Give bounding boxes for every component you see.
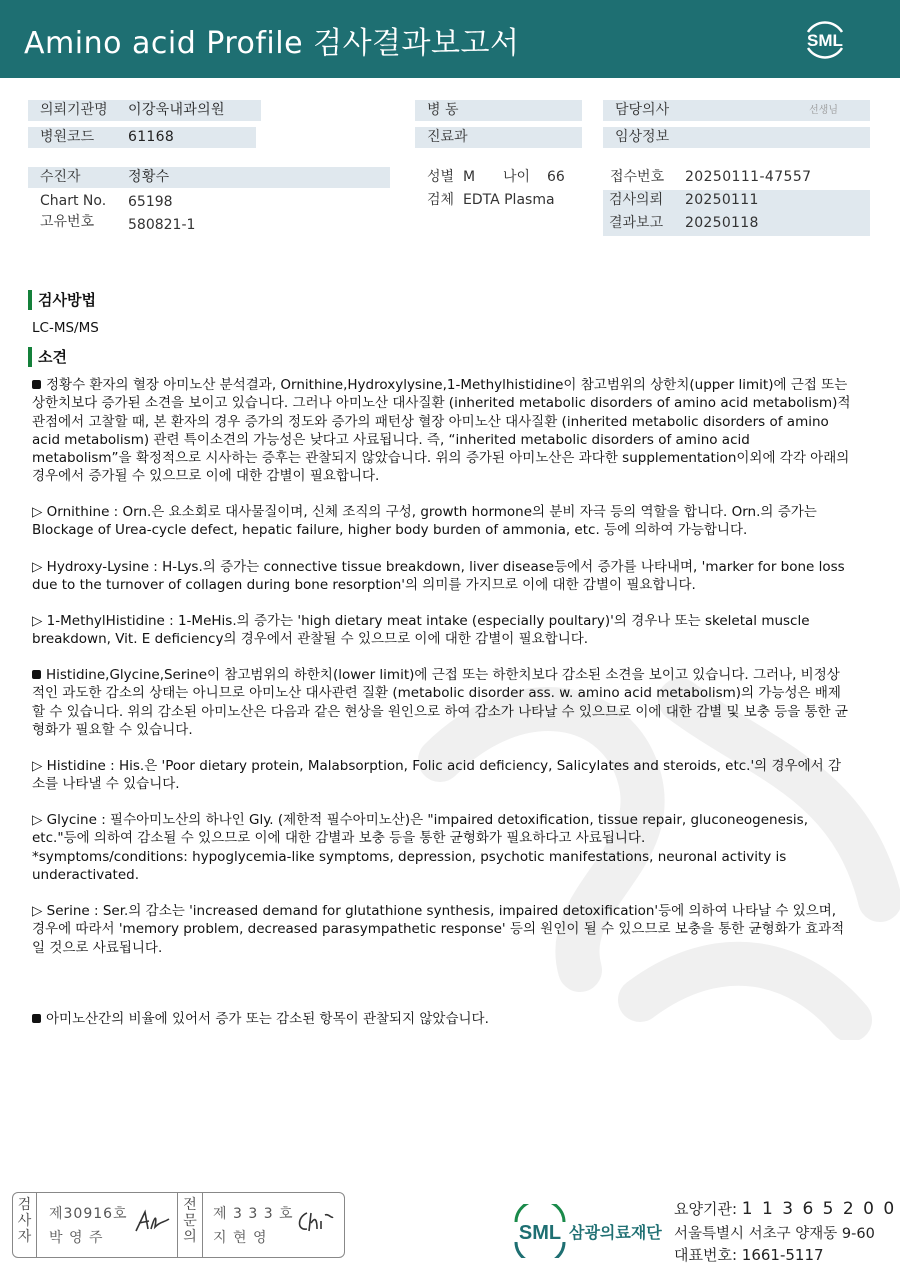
patient-field — [28, 167, 390, 188]
reception-no-value: 20250111-47557 — [685, 169, 812, 185]
finding-paragraph-1 — [32, 376, 852, 486]
finding-histidine: ▷ Histidine : His.은 'Poor dietary protein, Malabsorption, Folic acid deficiency, Salicylates and steroids, etc.'의 경우에서 감소를 나타낼 수 있습니다. — [32, 758, 842, 793]
chart-no-value: 65198 — [128, 194, 173, 210]
reception-no-label: 접수번호 — [610, 169, 665, 185]
hospital-code-value: 61168 — [128, 129, 175, 145]
clinical-info-label: 임상정보 — [615, 129, 670, 145]
hospital-code-label: 병원코드 — [40, 129, 95, 145]
chart-no-label: Chart No. — [40, 193, 107, 209]
report-date-value: 20250118 — [685, 215, 759, 231]
specialist-license: 제 3 3 3 호 — [213, 1206, 294, 1222]
specimen-label: 검체 — [427, 192, 455, 208]
age-label: 나이 — [503, 169, 531, 185]
method-value: LC-MS/MS — [32, 320, 99, 336]
finding-paragraph-2 — [32, 666, 852, 739]
specialist-name: 지 현 영 — [213, 1230, 268, 1246]
unique-id-value: 580821-1 — [128, 217, 196, 233]
report-title: Amino acid Profile 검사결과보고서 — [24, 26, 520, 61]
hospital-value: 이강욱내과의원 — [128, 102, 225, 118]
sex-value: M — [463, 169, 476, 185]
report-header — [0, 0, 900, 78]
specialist-signature-icon — [295, 1209, 335, 1235]
specimen-value: EDTA Plasma — [463, 192, 555, 208]
hospital-label: 의뢰기관명 — [40, 102, 108, 118]
doctor-field — [603, 100, 870, 121]
address: 서울특별시 서초구 양재동 9-60 — [674, 1226, 875, 1242]
glycine-symptoms: *symptoms/conditions: hypoglycemia-like symptoms, depression, psychotic manifestations, neuronal activity is underactivated. — [32, 848, 787, 883]
doctor-suffix: 선생님 — [809, 105, 838, 116]
unique-id-label: 고유번호 — [40, 214, 95, 230]
inspector-name: 박 영 주 — [49, 1230, 104, 1246]
phone-label: 대표번호: — [674, 1246, 738, 1264]
logo-text: SML — [807, 31, 843, 50]
request-report-field — [603, 190, 870, 236]
hospital-field — [28, 100, 261, 121]
org-name: 삼광의료재단 — [569, 1223, 662, 1242]
report-date-label: 결과보고 — [609, 215, 664, 231]
doctor-label: 담당의사 — [615, 102, 670, 118]
finding-text: 아미노산간의 비율에 있어서 증가 또는 감소된 항목이 관찰되지 않았습니다. — [46, 1011, 489, 1027]
hospital-code-field — [28, 127, 256, 148]
department-field — [415, 127, 582, 148]
institution-label: 요양기관: — [674, 1200, 738, 1218]
inspector-license: 제30916호 — [49, 1206, 128, 1222]
patient-name: 정황수 — [128, 169, 170, 185]
bullet-icon — [32, 1014, 41, 1023]
bullet-icon — [32, 380, 41, 389]
finding-methylhistidine: ▷ 1-MethylHistidine : 1-MeHis.의 증가는 'high dietary meat intake (especially poultary)'의 경우나 또는 skeletal muscle breakdown, Vit. E deficiency의 경우에서 관찰될 수 있으므로 이에 대한 감별이 필요합니다. — [32, 613, 810, 648]
sex-label: 성별 — [427, 169, 455, 185]
method-heading: 검사방법 — [28, 290, 96, 310]
patient-label: 수진자 — [40, 169, 81, 185]
inspector-signature-icon — [133, 1209, 173, 1235]
footer-logo-text: SML — [518, 1222, 562, 1244]
institution-no — [674, 1198, 896, 1219]
ward-field — [415, 100, 582, 121]
finding-ratio — [32, 1010, 852, 1028]
bullet-icon — [32, 670, 41, 679]
clinical-info-field — [603, 127, 870, 148]
finding-serine: ▷ Serine : Ser.의 감소는 'increased demand for glutathione synthesis, impaired detoxification'등에 의하여 나타날 수 있으며, 경우에 따라서 'memory problem, decreased parasympathetic response' 등의 원인이 될 수 있으므로 보충을 통한 균형화가 효과적일 것으로 사료됩니다. — [32, 903, 845, 956]
request-date-label: 검사의뢰 — [609, 192, 664, 208]
phone-value: 1661-5117 — [741, 1246, 824, 1264]
finding-text: 정황수 환자의 혈장 아미노산 분석결과, Ornithine,Hydroxylysine,1-Methylhistidine이 참고범위의 상한치(upper limit)에 근접 또는 상한치보다 증가된 소견을 보이고 있습니다. 그러나 아미노산 대사질환 (inherited metabolic disorders of amino acid metabolism)적 관점에서 고찰할 때, 본 환자의 경우 증가의 정도와 증가의 패턴상 혈장 아미노산 대사질환 (inherited metabolic disorders of amino acid metabolism) 관련 특이소견의 가능성은 낮다고 사료됩니다. 즉, “inherited metabolic disorders of amino acid metabolism”을 확정적으로 시사하는 증후는 관찰되지 않았습니다. 위의 증가된 아미노산은 과다한 supplementation이외에 각각 아래의 경우에서 증가될 수 있으므로 이에 대한 감별이 필요합니다. — [32, 377, 851, 485]
glycine-text: ▷ Glycine : 필수아미노산의 하나인 Gly. (제한적 필수아미노산)은 "impaired detoxification, tissue repair, gluconeogenesis, etc."등에 의하여 감소될 수 있으므로 이에 대한 감별과 보충 등을 통한 균형화가 필요하다고 사료됩니다. — [32, 812, 809, 847]
findings-heading: 소견 — [28, 347, 67, 367]
institution-value: 1 1 3 6 5 2 0 0 — [741, 1199, 897, 1219]
specialist-label: 전 문 의 — [177, 1193, 203, 1257]
department-label: 진료과 — [427, 129, 468, 145]
finding-text: Histidine,Glycine,Serine이 참고범위의 하한치(lower limit)에 근접 또는 하한치보다 감소된 소견을 보이고 있습니다. 그러나, 비정상적인 과도한 감소의 상태는 아니므로 아미노산 대사관련 질환 (metabolic disorder ass. w. amino acid metabolism)의 가능성은 배제할 수 있습니다. 위의 감소된 아미노산은 다음과 같은 현상을 원인으로 하여 감소가 나타날 수 있으므로 이에 대한 감별 및 보충 등을 통한 균형화가 필요할 수 있습니다. — [32, 667, 848, 738]
finding-hydroxylysine: ▷ Hydroxy-Lysine : H-Lys.의 증가는 connective tissue breakdown, liver disease등에서 증가를 나타내며, 'marker for bone loss due to the turnover of collagen during bone resorption'의 의미를 가지므로 이에 대한 감별이 필요합니다. — [32, 559, 845, 594]
signature-box — [12, 1192, 345, 1258]
ward-label: 병 동 — [427, 102, 459, 118]
phone — [674, 1244, 824, 1265]
request-date-value: 20250111 — [685, 192, 759, 208]
sml-footer-logo-icon — [510, 1204, 570, 1258]
inspector-label: 검 사 자 — [13, 1193, 37, 1257]
age-value: 66 — [547, 169, 565, 185]
finding-glycine — [32, 811, 852, 884]
finding-ornithine: ▷ Ornithine : Orn.은 요소회로 대사물질이며, 신체 조직의 구성, growth hormone의 분비 자극 등의 역할을 합니다. Orn.의 증가는 Blockage of Urea-cycle defect, hepatic failure, higher body burden of ammonia, etc. 등에 의하여 가능합니다. — [32, 504, 817, 539]
sml-logo-icon — [800, 14, 850, 64]
